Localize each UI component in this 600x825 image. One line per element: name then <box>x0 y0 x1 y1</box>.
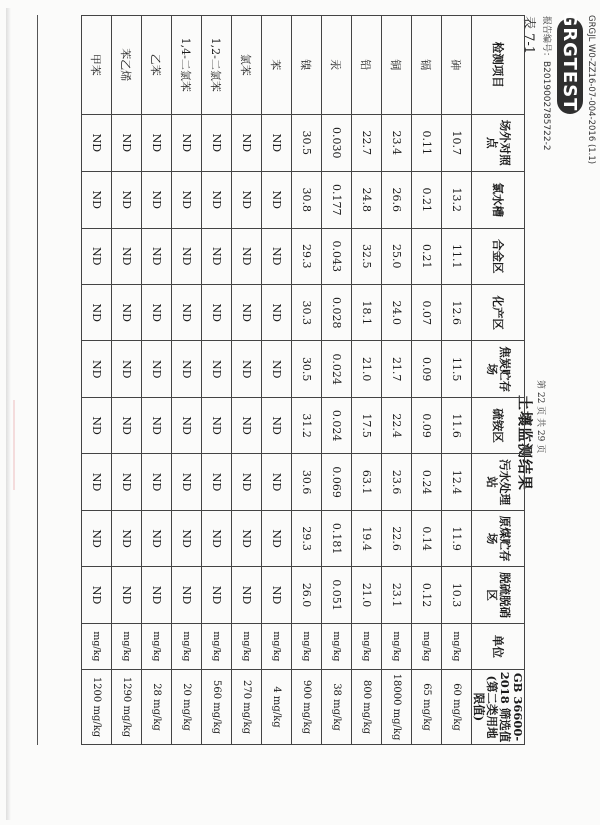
grgtest-logo <box>557 11 583 121</box>
value-cell: 12.4 <box>442 454 472 510</box>
table-row <box>82 16 112 745</box>
table-header-row <box>472 16 525 745</box>
column-header: 焦炭贮存场 <box>472 341 525 397</box>
value-cell: ND <box>232 284 262 340</box>
limit-cell: 270 mg/kg <box>232 670 262 745</box>
value-cell: ND <box>262 284 292 340</box>
value-cell: ND <box>112 341 142 397</box>
value-cell: ND <box>262 397 292 453</box>
value-cell: ND <box>112 284 142 340</box>
table-row <box>262 16 292 745</box>
limit-cell: 60 mg/kg <box>442 670 472 745</box>
column-header: 污水处理站 <box>472 454 525 510</box>
value-cell: 11.1 <box>442 228 472 284</box>
test-item-cell: 镉 <box>412 16 442 115</box>
value-cell: ND <box>232 172 262 228</box>
value-cell: 12.6 <box>442 284 472 340</box>
value-cell: ND <box>202 397 232 453</box>
limit-cell: 28 mg/kg <box>142 670 172 745</box>
unit-cell: mg/kg <box>112 623 142 669</box>
value-cell: 0.043 <box>322 228 352 284</box>
table-row <box>232 16 262 745</box>
value-cell: 0.177 <box>322 172 352 228</box>
test-item-cell: 氯苯 <box>232 16 262 115</box>
test-item-cell: 1,2-二氯苯 <box>202 16 232 115</box>
column-header: 氯水槽 <box>472 172 525 228</box>
value-cell: 21.7 <box>382 341 412 397</box>
value-cell: ND <box>262 172 292 228</box>
value-cell: ND <box>142 454 172 510</box>
value-cell: 22.4 <box>382 397 412 453</box>
value-cell: 0.21 <box>412 228 442 284</box>
value-cell: ND <box>172 341 202 397</box>
value-cell: ND <box>172 228 202 284</box>
unit-cell: mg/kg <box>322 623 352 669</box>
form-code: GRGJL W0-ZZ16-07-004-2016 (1.1) <box>586 15 596 165</box>
value-cell: ND <box>202 454 232 510</box>
test-item-cell: 苯 <box>262 16 292 115</box>
value-cell: ND <box>202 114 232 171</box>
soil-monitoring-table <box>81 15 525 745</box>
value-cell: ND <box>82 510 112 566</box>
value-cell: ND <box>82 284 112 340</box>
value-cell: 11.9 <box>442 510 472 566</box>
unit-cell: mg/kg <box>382 623 412 669</box>
value-cell: 0.07 <box>412 284 442 340</box>
value-cell: ND <box>262 567 292 623</box>
value-cell: 22.6 <box>382 510 412 566</box>
value-cell: 13.2 <box>442 172 472 228</box>
value-cell: ND <box>82 454 112 510</box>
table-row <box>142 16 172 745</box>
value-cell: ND <box>82 397 112 453</box>
value-cell: ND <box>202 172 232 228</box>
value-cell: ND <box>262 228 292 284</box>
unit-cell: mg/kg <box>412 623 442 669</box>
value-cell: ND <box>82 228 112 284</box>
value-cell: 31.2 <box>292 397 322 453</box>
value-cell: ND <box>172 454 202 510</box>
value-cell: ND <box>142 114 172 171</box>
limit-cell: 1200 mg/kg <box>82 670 112 745</box>
column-header: 硫铵区 <box>472 397 525 453</box>
value-cell: ND <box>82 172 112 228</box>
column-header: GB 36600-2018 筛选值(第二类用地限值) <box>472 670 525 745</box>
value-cell: 11.5 <box>442 341 472 397</box>
document-title: 土壤监测结果 <box>516 395 534 492</box>
value-cell: ND <box>142 341 172 397</box>
value-cell: 21.0 <box>352 567 382 623</box>
value-cell: 0.09 <box>412 341 442 397</box>
value-cell: 63.1 <box>352 454 382 510</box>
value-cell: 0.09 <box>412 397 442 453</box>
table-row <box>202 16 232 745</box>
value-cell: ND <box>82 114 112 171</box>
value-cell: ND <box>262 454 292 510</box>
limit-cell: 38 mg/kg <box>322 670 352 745</box>
test-item-cell: 甲苯 <box>82 16 112 115</box>
value-cell: 17.5 <box>352 397 382 453</box>
column-header: 单位 <box>472 623 525 669</box>
value-cell: 0.181 <box>322 510 352 566</box>
limit-cell: 900 mg/kg <box>292 670 322 745</box>
value-cell: ND <box>142 228 172 284</box>
value-cell: 32.5 <box>352 228 382 284</box>
value-cell: ND <box>82 341 112 397</box>
value-cell: 23.1 <box>382 567 412 623</box>
value-cell: ND <box>232 397 262 453</box>
table-row <box>292 16 322 745</box>
value-cell: 0.028 <box>322 284 352 340</box>
limit-cell: 1290 mg/kg <box>112 670 142 745</box>
report-number: 报告编号：B2019002785722-2 <box>541 16 551 151</box>
table-row <box>382 16 412 745</box>
limit-cell: 4 mg/kg <box>262 670 292 745</box>
column-header: 检测项目 <box>472 16 525 115</box>
value-cell: 26.6 <box>382 172 412 228</box>
unit-cell: mg/kg <box>142 623 172 669</box>
table-row <box>172 16 202 745</box>
bottom-rule <box>37 15 38 745</box>
value-cell: ND <box>142 284 172 340</box>
value-cell: ND <box>262 510 292 566</box>
value-cell: 30.8 <box>292 172 322 228</box>
unit-cell: mg/kg <box>442 623 472 669</box>
test-item-cell: 砷 <box>442 16 472 115</box>
value-cell: 29.3 <box>292 510 322 566</box>
column-header: 原煤贮存场 <box>472 510 525 566</box>
table-label: 表 7-1 <box>521 16 536 55</box>
value-cell: 24.8 <box>352 172 382 228</box>
value-cell: 22.7 <box>352 114 382 171</box>
value-cell: 26.0 <box>292 567 322 623</box>
value-cell: ND <box>112 228 142 284</box>
unit-cell: mg/kg <box>292 623 322 669</box>
value-cell: ND <box>142 567 172 623</box>
value-cell: 18.1 <box>352 284 382 340</box>
value-cell: ND <box>202 341 232 397</box>
test-item-cell: 铜 <box>382 16 412 115</box>
value-cell: 11.6 <box>442 397 472 453</box>
value-cell: 23.4 <box>382 114 412 171</box>
unit-cell: mg/kg <box>82 623 112 669</box>
table-row <box>112 16 142 745</box>
value-cell: 0.12 <box>412 567 442 623</box>
table-row <box>412 16 442 745</box>
test-item-cell: 1,4-二氯苯 <box>172 16 202 115</box>
value-cell: 0.11 <box>412 114 442 171</box>
unit-cell: mg/kg <box>352 623 382 669</box>
value-cell: 10.3 <box>442 567 472 623</box>
value-cell: 0.21 <box>412 172 442 228</box>
table-row <box>442 16 472 745</box>
value-cell: ND <box>142 172 172 228</box>
value-cell: ND <box>262 341 292 397</box>
value-cell: 0.024 <box>322 341 352 397</box>
unit-cell: mg/kg <box>232 623 262 669</box>
test-item-cell: 镍 <box>292 16 322 115</box>
value-cell: ND <box>232 567 262 623</box>
value-cell: ND <box>172 397 202 453</box>
value-cell: ND <box>112 567 142 623</box>
value-cell: ND <box>112 397 142 453</box>
value-cell: 30.5 <box>292 341 322 397</box>
unit-cell: mg/kg <box>202 623 232 669</box>
value-cell: ND <box>112 114 142 171</box>
limit-cell: 560 mg/kg <box>202 670 232 745</box>
value-cell: 30.6 <box>292 454 322 510</box>
value-cell: 23.6 <box>382 454 412 510</box>
value-cell: ND <box>202 228 232 284</box>
value-cell: ND <box>112 510 142 566</box>
value-cell: ND <box>172 284 202 340</box>
value-cell: 30.5 <box>292 114 322 171</box>
value-cell: 0.051 <box>322 567 352 623</box>
test-item-cell: 铅 <box>352 16 382 115</box>
value-cell: 25.0 <box>382 228 412 284</box>
value-cell: ND <box>202 284 232 340</box>
limit-cell: 65 mg/kg <box>412 670 442 745</box>
value-cell: 21.0 <box>352 341 382 397</box>
table-row <box>352 16 382 745</box>
value-cell: ND <box>112 172 142 228</box>
value-cell: ND <box>172 510 202 566</box>
value-cell: 10.7 <box>442 114 472 171</box>
unit-cell: mg/kg <box>262 623 292 669</box>
value-cell: 30.3 <box>292 284 322 340</box>
limit-cell: 18000 mg/kg <box>382 670 412 745</box>
unit-cell: mg/kg <box>172 623 202 669</box>
value-cell: ND <box>142 397 172 453</box>
value-cell: ND <box>172 114 202 171</box>
value-cell: 19.4 <box>352 510 382 566</box>
scan-mark <box>13 400 15 490</box>
value-cell: ND <box>82 567 112 623</box>
registered-mark: ® <box>572 113 579 121</box>
value-cell: 29.3 <box>292 228 322 284</box>
table-row <box>322 16 352 745</box>
table-body <box>82 16 472 745</box>
column-header: 合金区 <box>472 228 525 284</box>
value-cell: ND <box>232 341 262 397</box>
value-cell: ND <box>232 510 262 566</box>
value-cell: 0.030 <box>322 114 352 171</box>
value-cell: ND <box>172 172 202 228</box>
value-cell: 0.069 <box>322 454 352 510</box>
value-cell: ND <box>232 454 262 510</box>
value-cell: 0.024 <box>322 397 352 453</box>
column-header: 场外对照点 <box>472 114 525 171</box>
value-cell: ND <box>202 510 232 566</box>
value-cell: ND <box>232 228 262 284</box>
limit-cell: 800 mg/kg <box>352 670 382 745</box>
value-cell: 24.0 <box>382 284 412 340</box>
value-cell: ND <box>202 567 232 623</box>
limit-cell: 20 mg/kg <box>172 670 202 745</box>
value-cell: 0.24 <box>412 454 442 510</box>
test-item-cell: 汞 <box>322 16 352 115</box>
value-cell: 0.14 <box>412 510 442 566</box>
page-info: 第 22 页 共 29 页 <box>535 380 545 454</box>
value-cell: ND <box>232 114 262 171</box>
value-cell: ND <box>142 510 172 566</box>
test-item-cell: 苯乙烯 <box>112 16 142 115</box>
logo-text: GRGTEST <box>559 11 581 112</box>
value-cell: ND <box>262 114 292 171</box>
test-item-cell: 乙苯 <box>142 16 172 115</box>
value-cell: ND <box>112 454 142 510</box>
column-header: 化产区 <box>472 284 525 340</box>
value-cell: ND <box>172 567 202 623</box>
column-header: 脱硫脱硝区 <box>472 567 525 623</box>
